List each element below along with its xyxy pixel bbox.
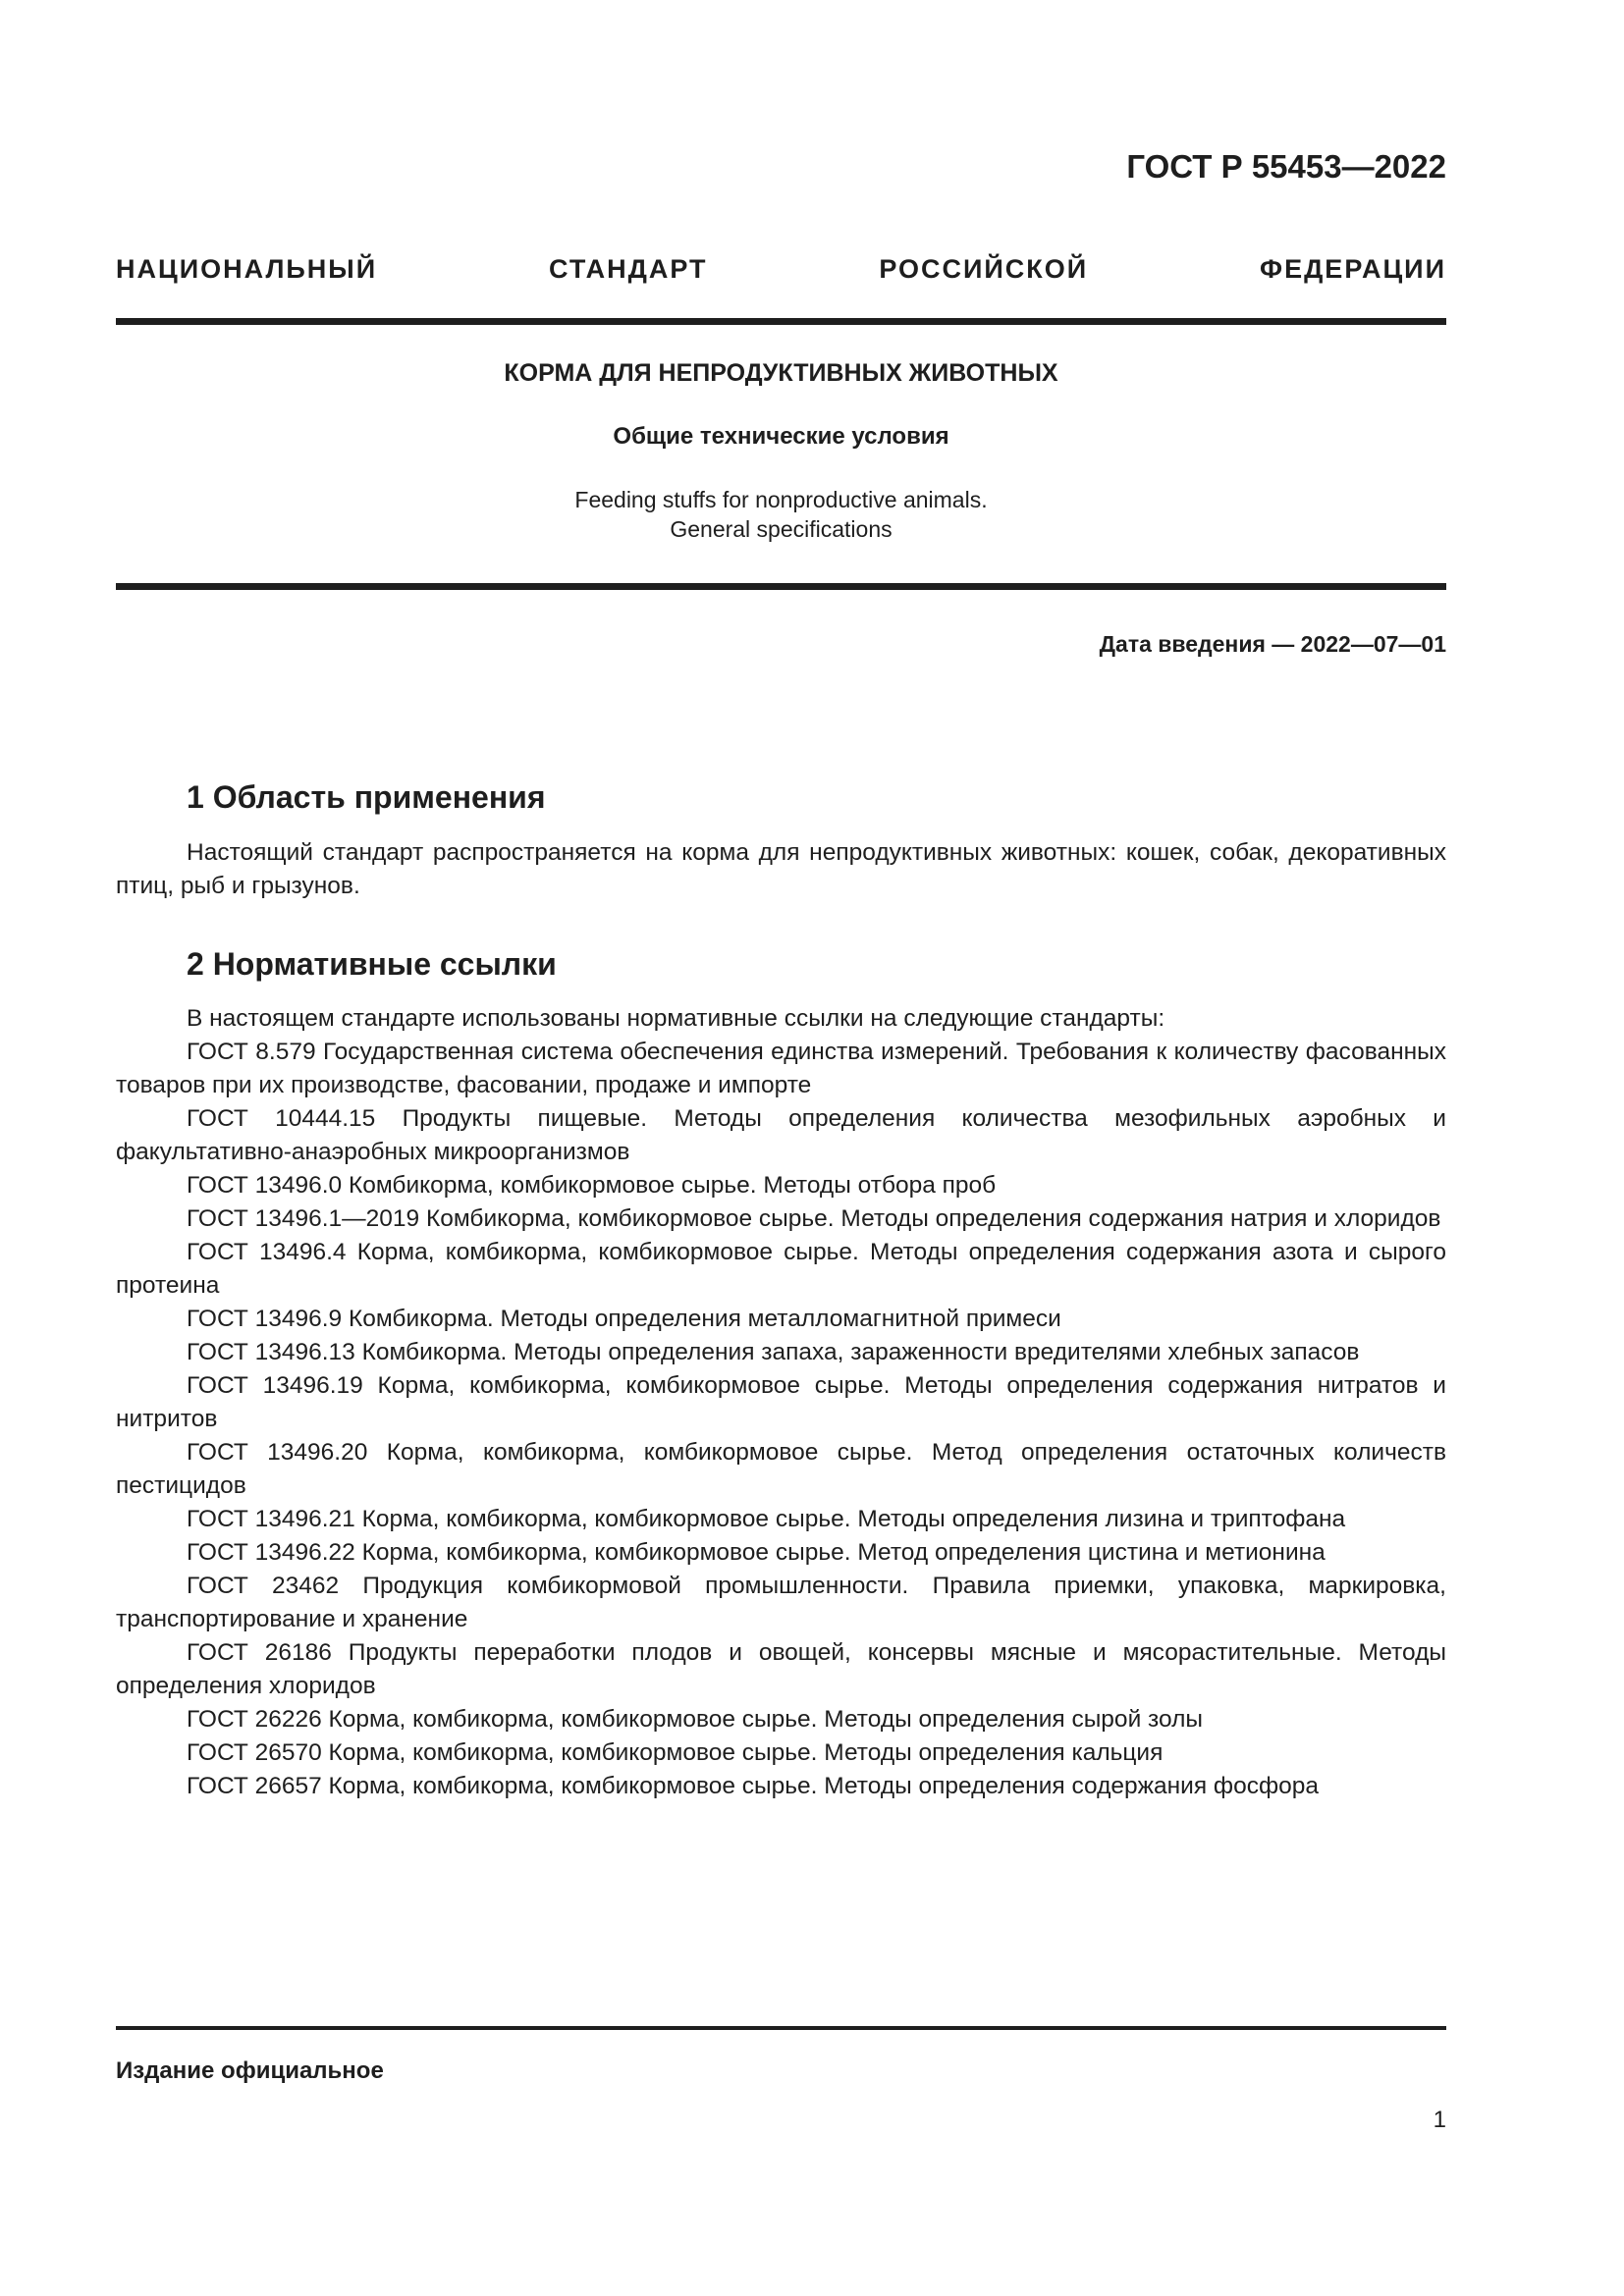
reference-item: ГОСТ 13496.9 Комбикорма. Методы определения металломагнитной примеси — [187, 1306, 1061, 1332]
reference-item: ГОСТ 13496.1—2019 Комбикорма, комбикормовое сырье. Методы определения содержания натрия и хлоридов — [187, 1205, 1441, 1232]
section-heading-references: 2 Нормативные ссылки — [187, 946, 557, 982]
references-intro: В настоящем стандарте использованы нормативные ссылки на следующие стандарты: — [187, 1005, 1165, 1032]
scope-section — [116, 836, 1446, 903]
official-edition-label: Издание официальное — [116, 2057, 384, 2084]
page-number: 1 — [1433, 2107, 1446, 2133]
national-standard-title: НАЦИОНАЛЬНЫЙ СТАНДАРТ РОССИЙСКОЙ ФЕДЕРАЦИИ — [116, 254, 1446, 284]
reference-item: ГОСТ 13496.13 Комбикорма. Методы определения запаха, зараженности вредителями хлебных запасов — [187, 1339, 1360, 1365]
reference-item: ГОСТ 26226 Корма, комбикорма, комбикормовое сырье. Методы определения сырой золы — [187, 1706, 1204, 1733]
english-title-line-2: General specifications — [670, 516, 893, 542]
references-list — [116, 1002, 1446, 1803]
reference-item: ГОСТ 13496.0 Комбикорма, комбикормовое сырье. Методы отбора проб — [187, 1172, 997, 1199]
reference-item: ГОСТ 13496.19 Корма, комбикорма, комбикормовое сырье. Методы определения содержания нитратов и нитритов — [116, 1372, 1446, 1432]
section-heading-scope: 1 Область применения — [187, 779, 546, 815]
reference-item: ГОСТ 13496.21 Корма, комбикорма, комбикормовое сырье. Методы определения лизина и триптофана — [187, 1506, 1346, 1532]
english-title-line-1: Feeding stuffs for nonproductive animals. — [574, 487, 988, 512]
reference-item: ГОСТ 23462 Продукция комбикормовой промышленности. Правила приемки, упаковка, маркировка, транспортирование и хранение — [116, 1573, 1446, 1632]
reference-item: ГОСТ 8.579 Государственная система обеспечения единства измерений. Требования к количеству фасованных товаров при их производстве, фасовании, продаже и импорте — [116, 1039, 1446, 1098]
reference-item: ГОСТ 13496.20 Корма, комбикорма, комбикормовое сырье. Метод определения остаточных количеств пестицидов — [116, 1439, 1446, 1499]
document-subtitle: Общие технические условия — [613, 423, 949, 450]
reference-item: ГОСТ 26657 Корма, комбикорма, комбикормовое сырье. Методы определения содержания фосфора — [187, 1773, 1319, 1799]
reference-item: ГОСТ 26570 Корма, комбикорма, комбикормовое сырье. Методы определения кальция — [187, 1739, 1164, 1766]
footer-divider — [116, 2026, 1446, 2030]
scope-paragraph: Настоящий стандарт распространяется на корма для непродуктивных животных: кошек, собак, декоративных птиц, рыб и грызунов. — [116, 839, 1446, 899]
reference-item: ГОСТ 26186 Продукты переработки плодов и овощей, консервы мясные и мясорастительные. Методы определения хлоридов — [116, 1639, 1446, 1699]
document-title: КОРМА ДЛЯ НЕПРОДУКТИВНЫХ ЖИВОТНЫХ — [504, 359, 1058, 387]
english-title — [116, 485, 1446, 544]
reference-item: ГОСТ 13496.22 Корма, комбикорма, комбикормовое сырье. Метод определения цистина и метионина — [187, 1539, 1326, 1566]
top-divider — [116, 318, 1446, 325]
document-number: ГОСТ Р 55453—2022 — [1126, 148, 1446, 185]
reference-item: ГОСТ 13496.4 Корма, комбикорма, комбикормовое сырье. Методы определения содержания азота и сырого протеина — [116, 1239, 1446, 1299]
effective-date: Дата введения — 2022—07—01 — [1099, 631, 1446, 657]
reference-item: ГОСТ 10444.15 Продукты пищевые. Методы определения количества мезофильных аэробных и факультативно-анаэробных микроорганизмов — [116, 1105, 1446, 1165]
title-divider — [116, 583, 1446, 590]
